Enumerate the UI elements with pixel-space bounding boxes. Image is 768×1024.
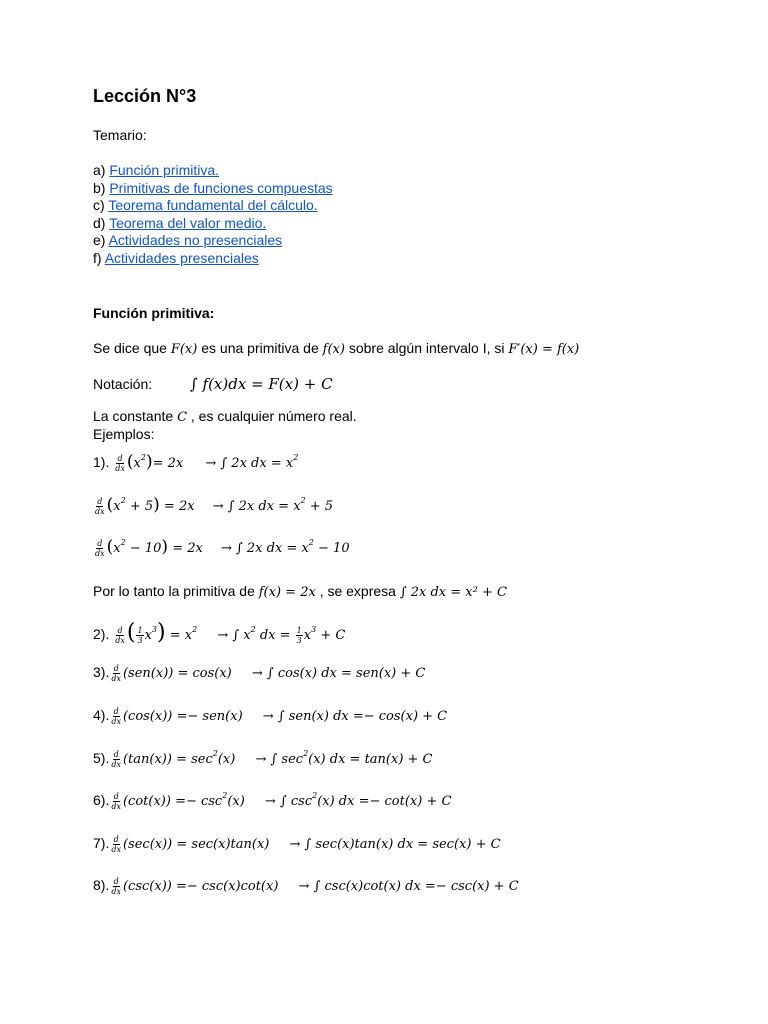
table-of-contents	[93, 162, 333, 268]
derivative-operator: $\frac{d}{dx}$	[111, 664, 121, 683]
derivative-operator: $\frac{d}{dx}$	[111, 707, 121, 726]
derivative-operator: $\frac{d}{dx}$	[95, 539, 105, 558]
example-2: 2). $\frac{d}{dx}$ ( $\frac{1}{3}$ $x^3) = x^2$ → ∫ $x^2$ dx = $\frac{1}{3}$ $x^3 + C$	[93, 620, 346, 645]
toc-item: a) Función primitiva.	[93, 162, 220, 178]
example-4: 4). $\frac{d}{dx}$ (cos(x)) =− sen(x) → ∫ sen(x) dx =− cos(x) + C	[93, 707, 448, 726]
derivative-operator: $\frac{d}{dx}$	[95, 497, 105, 516]
toc-item: d) Teorema del valor medio.	[93, 214, 267, 231]
derivative-operator: $\frac{d}{dx}$	[115, 626, 125, 645]
toc-item: e) Actividades no presenciales	[93, 232, 283, 249]
examples-label: Ejemplos:	[93, 426, 155, 442]
page-title: Lección N°3	[93, 86, 197, 106]
toc-link-primitivas-compuestas[interactable]: Primitivas de funciones compuestas	[109, 179, 333, 196]
example-8: 8). $\frac{d}{dx}$ (csc(x)) =− csc(x)cot(x) → ∫ csc(x)cot(x) dx =− csc(x) + C	[93, 877, 519, 896]
example-5: 5). $\frac{d}{dx}$ $(\tan(x)) = \sec^2(x)$ → ∫ $\sec^2(x)$ dx = tan(x) + C	[93, 748, 433, 769]
toc-link-teorema-valor-medio[interactable]: Teorema del valor medio.	[109, 214, 267, 231]
derivative-operator: $\frac{d}{dx}$	[111, 792, 121, 811]
toc-item: b) Primitivas de funciones compuestas	[93, 179, 333, 196]
example-6: 6). $\frac{d}{dx}$ $(\cot(x)) =- \csc^2(x)$ → ∫ $\csc^2(x)$ dx =− cot(x) + C	[93, 790, 452, 811]
example-1b: $\frac{d}{dx}$ $(x^2 + 5) = 2x$ → ∫ 2x dx = $x^2 + 5$	[95, 495, 334, 516]
example-1: 1). $\frac{d}{dx}$ $(x^2)= 2x$ → ∫ 2x dx = $x^2$	[93, 452, 299, 473]
derivative-operator: $\frac{d}{dx}$	[115, 454, 125, 473]
toc-item: f) Actividades presenciales	[93, 249, 259, 266]
notation-line: Notación: ∫ f(x)dx = F(x) + C	[93, 375, 333, 393]
toc-link-actividades-presenciales[interactable]: Actividades presenciales	[104, 249, 259, 266]
section-heading: Función primitiva:	[93, 305, 215, 321]
definition-line: Se dice que F(x) es una primitiva de f(x) sobre algún intervalo I, si F′(x) = f(x)	[93, 340, 580, 357]
constant-line: La constante C , es cualquier número real.	[93, 408, 357, 425]
toc-link-actividades-no-presenciales[interactable]: Actividades no presenciales	[108, 232, 283, 249]
primitive-expression-line: Por lo tanto la primitiva de f(x) = 2x , se expresa ∫ 2x dx = x² + C	[93, 583, 507, 600]
derivative-operator: $\frac{d}{dx}$	[111, 835, 121, 854]
temario-label: Temario:	[93, 127, 147, 143]
example-7: 7). $\frac{d}{dx}$ (sec(x)) = sec(x)tan(x) → ∫ sec(x)tan(x) dx = sec(x) + C	[93, 835, 501, 854]
example-1c: $\frac{d}{dx}$ $(x^2 - 10) = 2x$ → ∫ 2x dx = $x^2 - 10$	[95, 537, 350, 558]
derivative-operator: $\frac{d}{dx}$	[111, 750, 121, 769]
toc-link-teorema-fundamental[interactable]: Teorema fundamental del cálculo.	[108, 197, 318, 214]
toc-item: c) Teorema fundamental del cálculo.	[93, 197, 318, 214]
toc-link-funcion-primitiva[interactable]: Función primitiva.	[109, 162, 220, 178]
example-3: 3). $\frac{d}{dx}$ (sen(x)) = cos(x) → ∫ cos(x) dx = sen(x) + C	[93, 664, 426, 683]
derivative-operator: $\frac{d}{dx}$	[111, 877, 121, 896]
